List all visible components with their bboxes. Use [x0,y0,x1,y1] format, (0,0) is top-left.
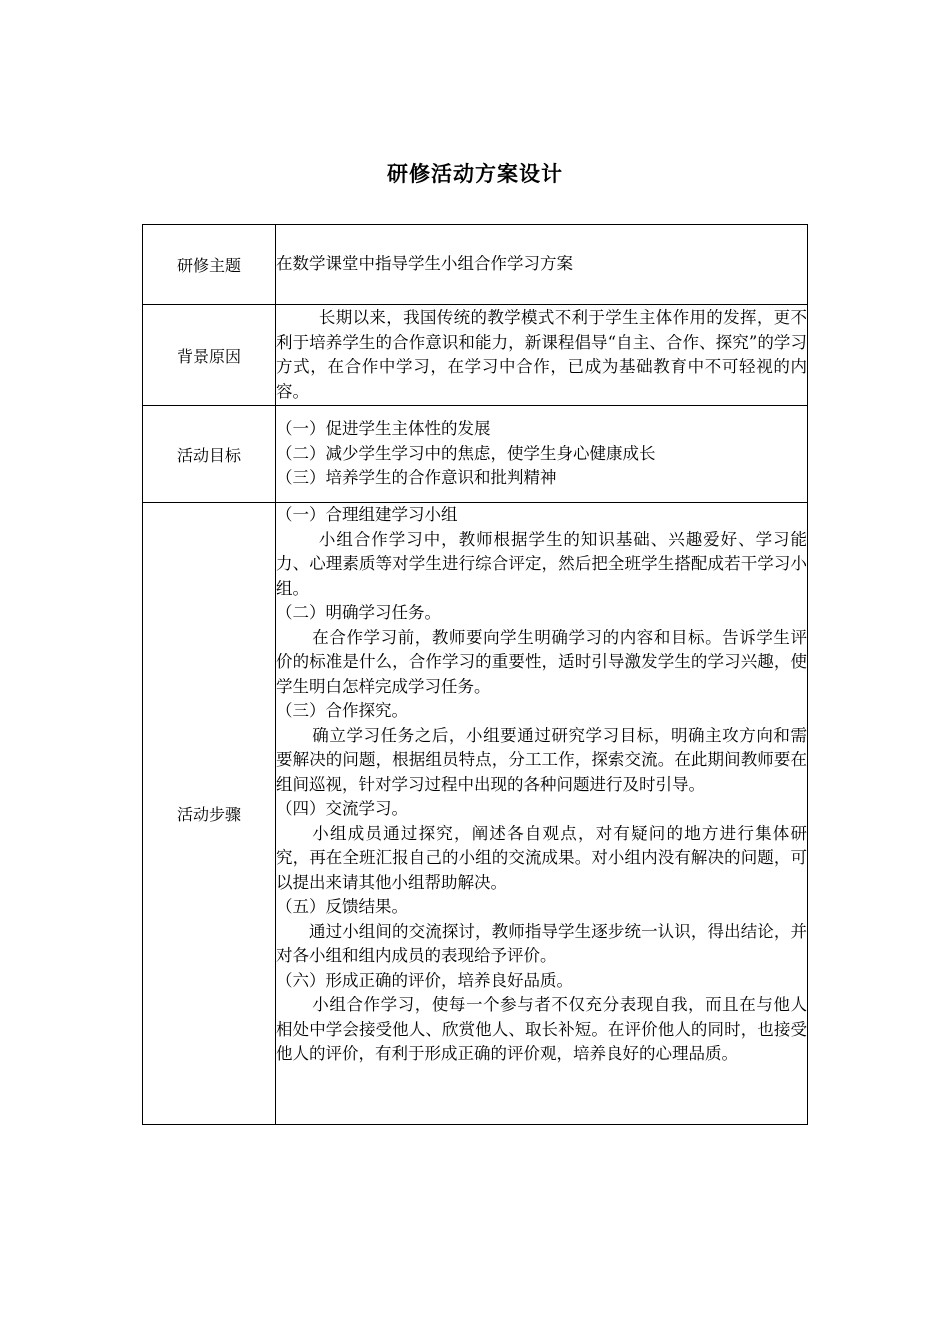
theme-label: 研修主题 [143,225,276,305]
step-body: 在合作学习前，教师要向学生明确学习的内容和目标。告诉学生评价的标准是什么，合作学习的重要性，适时引导激发学生的学习兴趣，使学生明白怎样完成学习任务。 [276,627,807,696]
goal-item: （一）促进学生主体性的发展 [276,419,491,439]
step-heading: （一）合理组建学习小组 [276,505,458,524]
document-title: 研修活动方案设计 [387,161,563,186]
background-paragraph: 长期以来，我国传统的教学模式不利于学生主体作用的发挥，更不利于培养学生的合作意识和能力，新课程倡导“自主、合作、探究”的学习方式，在合作中学习，在学习中合作，已成为基础教育中不可轻视的内容。 [276,308,807,401]
table-row-steps [143,503,808,1125]
theme-content: 在数学课堂中指导学生小组合作学习方案 [276,225,808,305]
goals-content [276,406,808,503]
background-label: 背景原因 [143,305,276,406]
step-heading: （四）交流学习。 [276,799,408,818]
step-body: 通过小组间的交流探讨，教师指导学生逐步统一认识，得出结论，并对各小组和组内成员的表现给予评价。 [276,921,807,965]
goal-item: （二）减少学生学习中的焦虑，使学生身心健康成长 [276,443,656,463]
step-body: 小组合作学习中，教师根据学生的知识基础、兴趣爱好、学习能力、心理素质等对学生进行综合评定，然后把全班学生搭配成若干学习小组。 [276,529,807,598]
table-row-theme [143,225,808,305]
step-body: 小组合作学习，使每一个参与者不仅充分表现自我，而且在与他人相处中学会接受他人、欣赏他人、取长补短。在评价他人的同时，也接受他人的评价，有利于形成正确的评价观，培养良好的心理品质。 [276,995,807,1063]
step-heading: （三）合作探究。 [276,701,408,720]
table-row-goals [143,406,808,503]
goals-label: 活动目标 [143,406,276,503]
background-content [276,305,808,406]
step-body: 确立学习任务之后，小组要通过研究学习目标，明确主攻方向和需要解决的问题，根据组员特点，分工工作，探索交流。在此期间教师要在组间巡视，针对学习过程中出现的各种问题进行及时引导。 [276,725,807,794]
step-heading: （五）反馈结果。 [276,897,408,916]
table-row-background [143,305,808,406]
step-body: 小组成员通过探究，阐述各自观点，对有疑问的地方进行集体研究，再在全班汇报自己的小组的交流成果。对小组内没有解决的问题，可以提出来请其他小组帮助解决。 [276,823,807,892]
steps-label: 活动步骤 [143,503,276,1125]
plan-table [142,224,808,1125]
goal-item: （三）培养学生的合作意识和批判精神 [276,468,557,488]
step-heading: （二）明确学习任务。 [276,603,441,622]
steps-content [276,503,808,1125]
step-heading: （六）形成正确的评价，培养良好品质。 [276,970,573,990]
